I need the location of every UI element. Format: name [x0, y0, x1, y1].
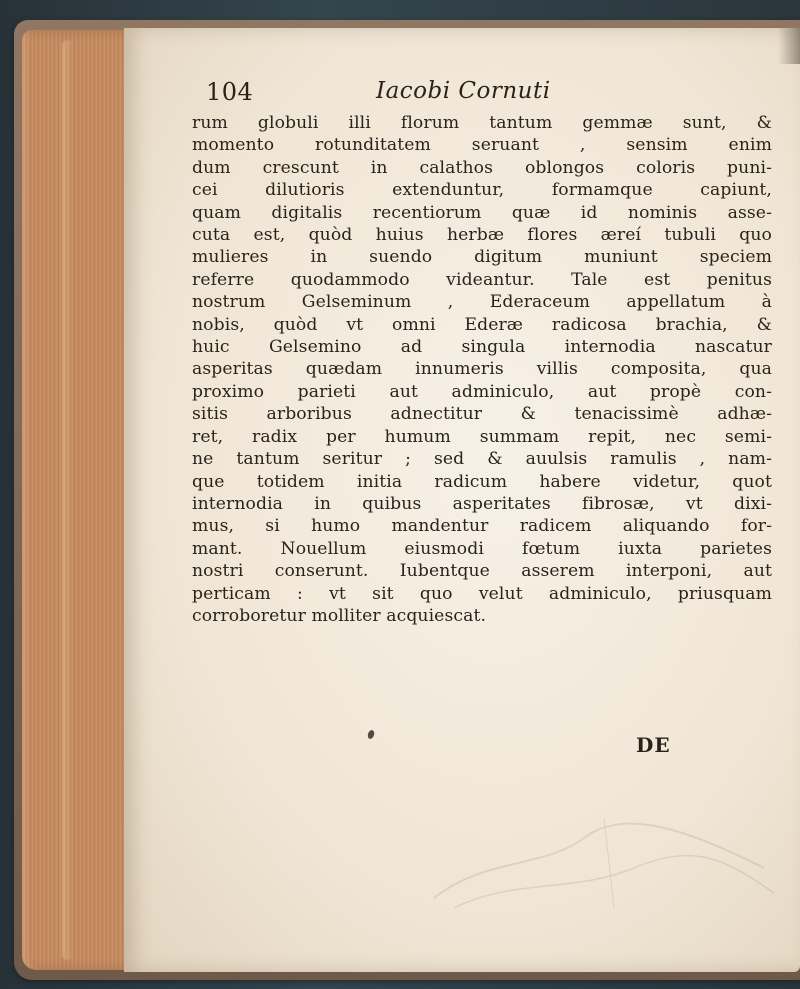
running-head: Iacobi Cornuti [376, 78, 551, 104]
catchword: DE [636, 733, 671, 757]
text-line: cuta est, quòd huius herbæ flores æreí tubuli quo [192, 225, 772, 246]
text-line: ret, radix per humum summam repit, nec semi- [192, 426, 772, 447]
text-line: mus, si humo mandentur radicem aliquando for- [192, 516, 772, 537]
text-line: referre quodammodo videantur. Tale est penitus [192, 269, 772, 290]
text-line: nostrum Gelseminum , Ederaceum appellatum à [192, 292, 772, 313]
text-line-last: corroboretur molliter acquiescat. [192, 605, 487, 626]
text-line: ne tantum seritur ; sed & auulsis ramulis , nam- [192, 449, 772, 470]
text-line: que totidem initia radicum habere videtur, quot [192, 471, 772, 492]
page-number: 104 [206, 78, 254, 106]
text-line: cei dilutioris extenduntur, formamque capiunt, [192, 180, 772, 201]
text-line: rum globuli illi florum tantum gemmæ sunt, & [192, 113, 772, 133]
text-line: proximo parieti aut adminiculo, aut propè con- [192, 381, 772, 402]
text-line: momento rotunditatem seruant , sensim enim [192, 135, 772, 156]
text-line: mulieres in suendo digitum muniunt speciem [192, 247, 772, 268]
text-line: nostri conserunt. Iubentque asserem interponi, aut [192, 561, 772, 582]
page-edge-highlight [62, 40, 74, 960]
show-through-illustration [424, 798, 784, 918]
text-line: internodia in quibus asperitates fibrosæ, vt dixi- [192, 493, 772, 514]
text-line: quam digitalis recentiorum quæ id nominis asse- [192, 202, 772, 223]
body-text [192, 112, 772, 627]
text-line: asperitas quædam innumeris villis composita, qua [192, 359, 772, 380]
text-line: nobis, quòd vt omni Ederæ radicosa brachia, & [192, 314, 772, 335]
text-line: sitis arboribus adnectitur & tenacissimè adhæ- [192, 404, 772, 425]
page-header [206, 70, 726, 110]
text-line: mant. Nouellum eiusmodi fœtum iuxta parietes [192, 538, 772, 559]
text-line: perticam : vt sit quo velut adminiculo, priusquam [192, 583, 772, 604]
text-line: huic Gelsemino ad singula internodia nascatur [192, 337, 772, 358]
page-corner-shadow [778, 28, 800, 64]
text-line: dum crescunt in calathos oblongos coloris puni- [192, 157, 772, 178]
